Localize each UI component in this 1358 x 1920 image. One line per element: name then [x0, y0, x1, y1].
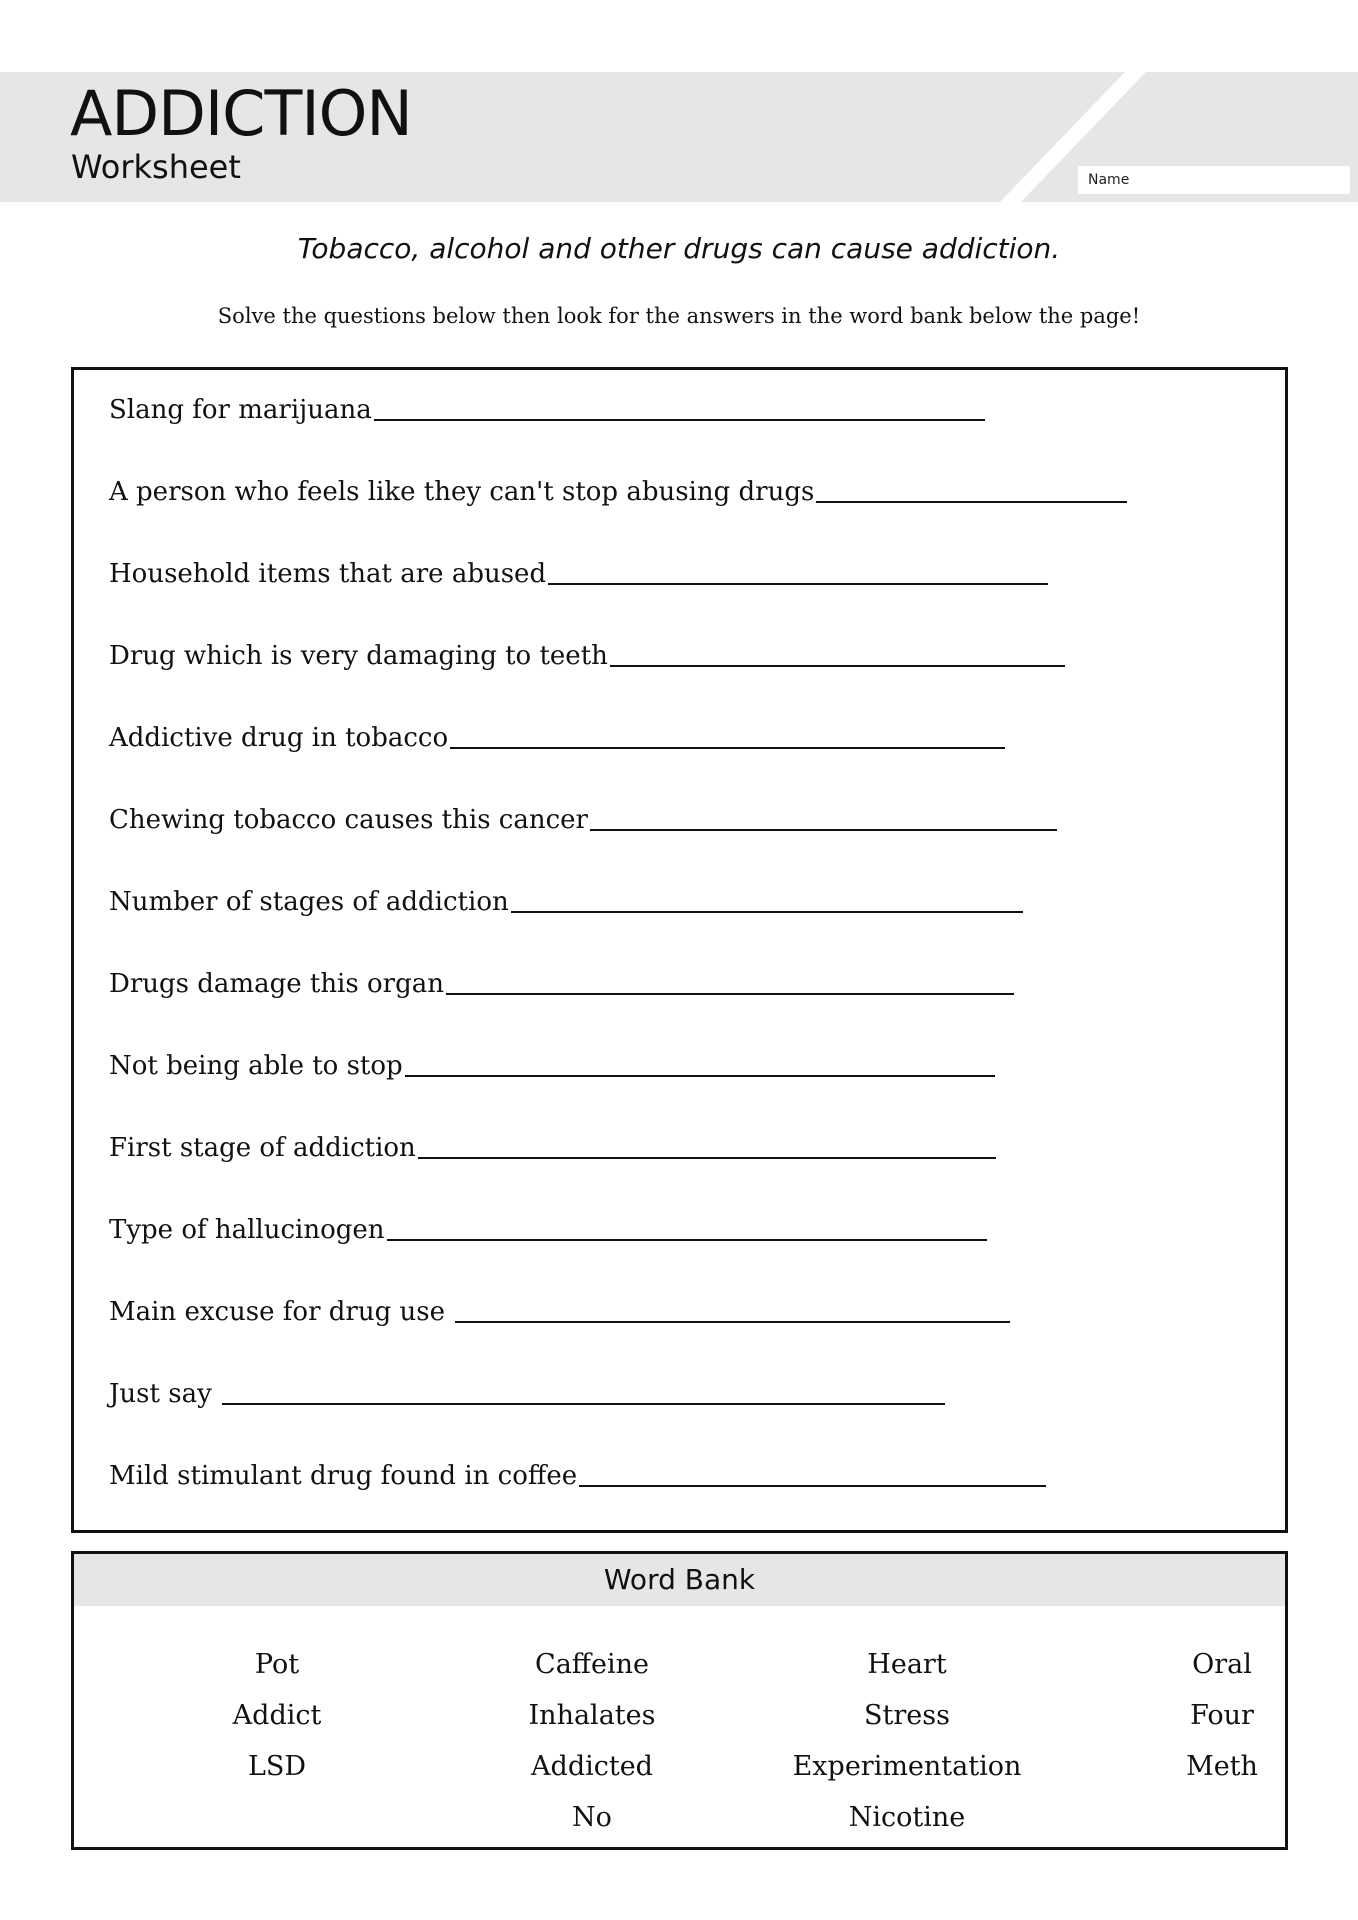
name-label: Name	[1088, 172, 1130, 188]
answer-blank[interactable]	[511, 910, 1023, 913]
name-field[interactable]	[1078, 166, 1350, 194]
word-bank-word: Meth	[1186, 1751, 1258, 1782]
question-text: Household items that are abused	[109, 559, 547, 589]
word-bank-word: Nicotine	[848, 1802, 966, 1833]
word-bank-word: Heart	[867, 1649, 947, 1680]
question-row	[109, 718, 1005, 758]
question-row	[109, 472, 1127, 512]
word-bank-word: LSD	[247, 1751, 307, 1782]
word-bank-column	[127, 1639, 427, 1792]
answer-blank[interactable]	[387, 1238, 987, 1241]
question-row	[109, 1456, 1046, 1496]
question-row	[109, 1374, 945, 1414]
question-row	[109, 390, 985, 430]
question-text: Drugs damage this organ	[109, 969, 444, 999]
question-text: A person who feels like they can't stop abusing drugs	[109, 477, 815, 507]
question-text: Addictive drug in tobacco	[109, 723, 449, 753]
worksheet-title: ADDICTION	[70, 77, 412, 150]
word-bank	[71, 1551, 1288, 1850]
word-bank-word: Addicted	[531, 1751, 653, 1782]
word-bank-word: Addict	[232, 1700, 322, 1731]
answer-blank[interactable]	[450, 746, 1005, 749]
answer-blank[interactable]	[418, 1156, 996, 1159]
question-row	[109, 964, 1014, 1004]
answer-blank[interactable]	[405, 1074, 995, 1077]
question-text: Type of hallucinogen	[109, 1215, 385, 1245]
word-bank-word: No	[572, 1802, 612, 1833]
instructions: Solve the questions below then look for the answers in the word bank below the page!	[217, 304, 1141, 328]
question-row	[109, 554, 1048, 594]
question-text: Just say	[109, 1379, 221, 1409]
word-bank-column	[442, 1639, 742, 1843]
word-bank-word: Stress	[864, 1700, 950, 1731]
question-text: Mild stimulant drug found in coffee	[109, 1461, 578, 1491]
word-bank-word: Inhalates	[528, 1700, 656, 1731]
word-bank-column	[1072, 1639, 1358, 1792]
question-row	[109, 1046, 995, 1086]
questions-box	[71, 367, 1288, 1533]
question-text: Drug which is very damaging to teeth	[109, 641, 608, 671]
answer-blank[interactable]	[222, 1402, 945, 1405]
answer-blank[interactable]	[816, 500, 1127, 503]
word-bank-column	[757, 1639, 1057, 1843]
question-row	[109, 1210, 987, 1250]
word-bank-word: Four	[1190, 1700, 1254, 1731]
question-text: First stage of addiction	[109, 1133, 416, 1163]
answer-blank[interactable]	[446, 992, 1014, 995]
question-text: Chewing tobacco causes this cancer	[109, 805, 588, 835]
answer-blank[interactable]	[374, 418, 985, 421]
question-row	[109, 882, 1023, 922]
answer-blank[interactable]	[590, 828, 1057, 831]
question-text: Slang for marijuana	[109, 395, 372, 425]
word-bank-word: Experimentation	[792, 1751, 1022, 1782]
word-bank-word: Caffeine	[535, 1649, 649, 1680]
answer-blank[interactable]	[455, 1320, 1010, 1323]
answer-blank[interactable]	[579, 1484, 1046, 1487]
word-bank-word: Oral	[1192, 1649, 1252, 1680]
question-row	[109, 636, 1065, 676]
question-row	[109, 1128, 996, 1168]
word-bank-title: Word Bank	[74, 1554, 1285, 1606]
question-text: Number of stages of addiction	[109, 887, 509, 917]
answer-blank[interactable]	[610, 664, 1065, 667]
question-row	[109, 800, 1057, 840]
question-row	[109, 1292, 1010, 1332]
question-text: Not being able to stop	[109, 1051, 403, 1081]
word-bank-word: Pot	[254, 1649, 300, 1680]
worksheet-subtitle: Worksheet	[71, 148, 241, 186]
question-text: Main excuse for drug use	[109, 1297, 454, 1327]
answer-blank[interactable]	[548, 582, 1048, 585]
tagline: Tobacco, alcohol and other drugs can cause addiction.	[297, 232, 1061, 265]
